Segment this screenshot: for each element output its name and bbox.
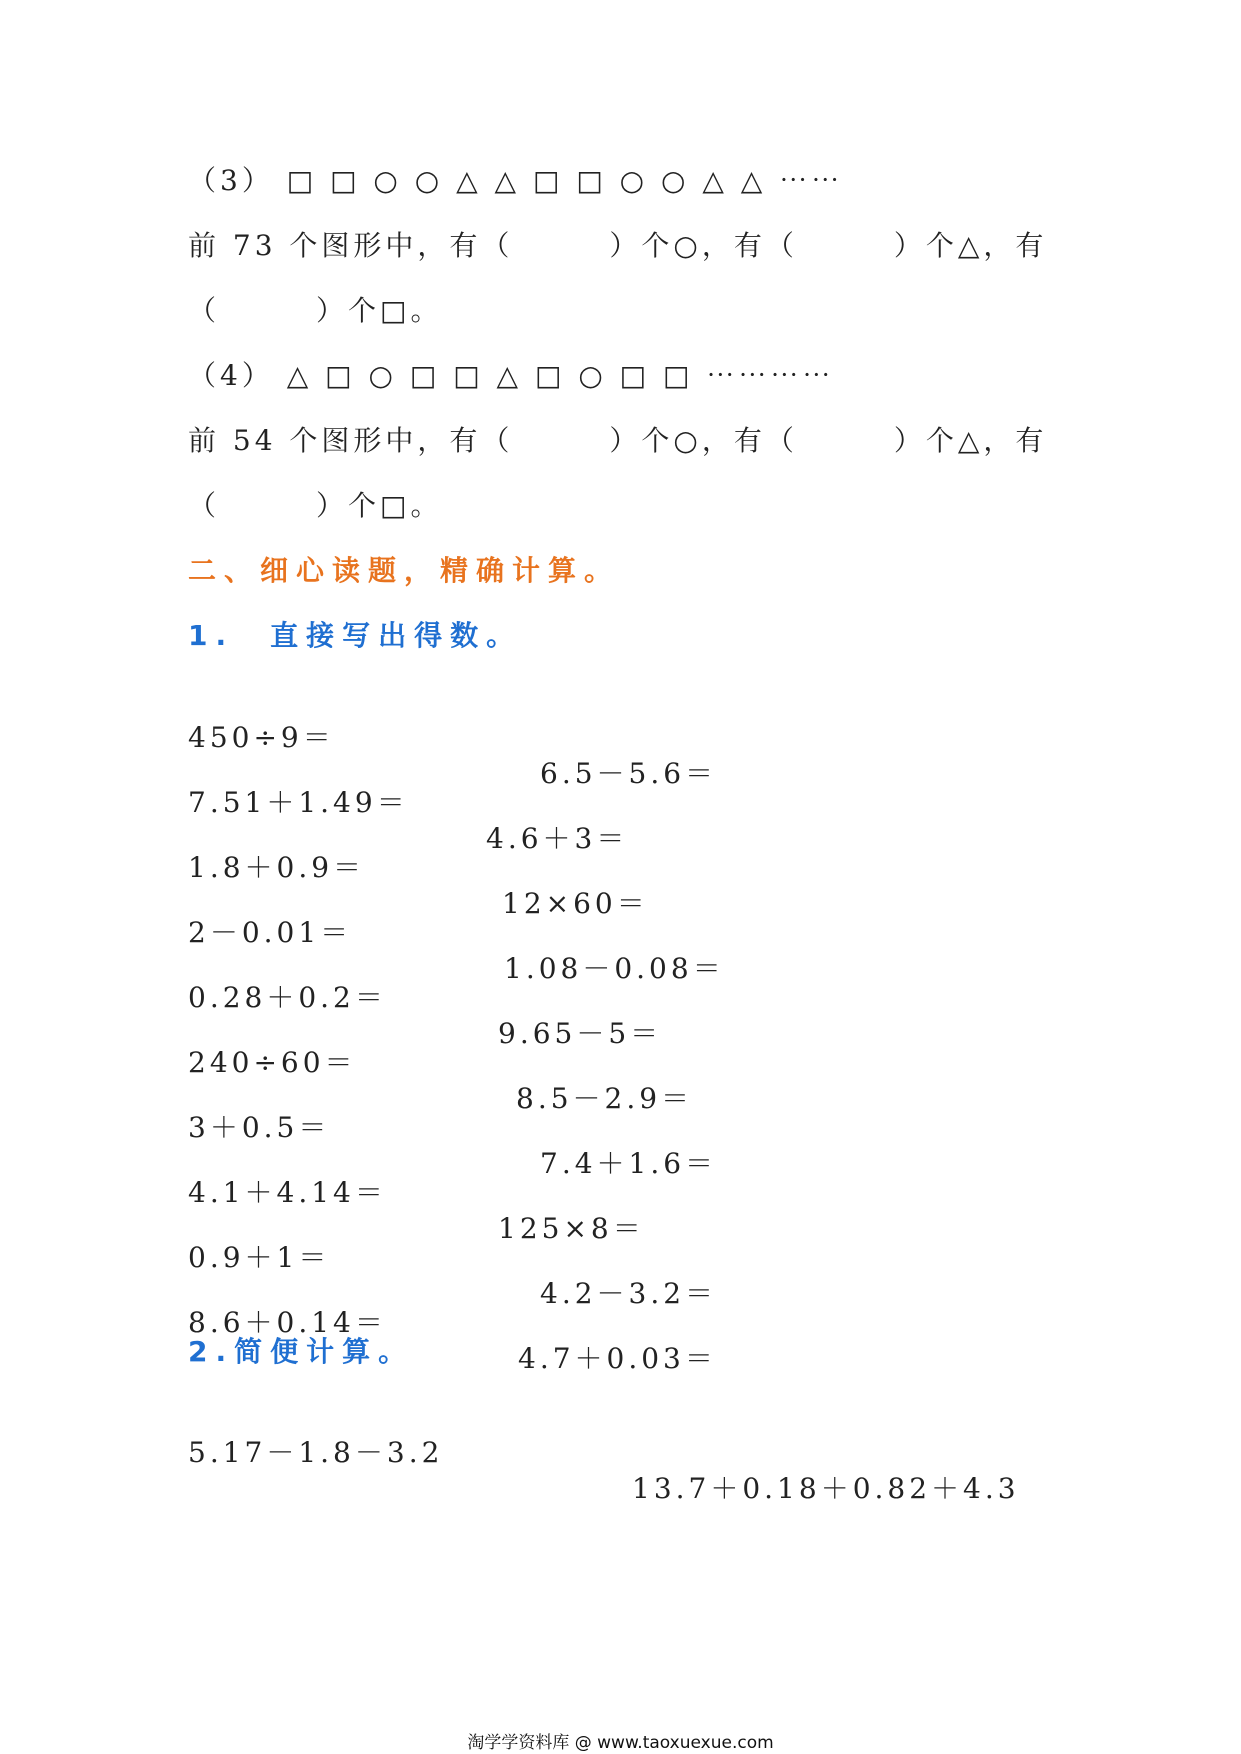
pattern4-sequence: （4） △ □ ○ □ □ △ □ ○ □ □ ⋯⋯⋯⋯ — [188, 359, 835, 392]
calc-right: 4.2－3.2＝ — [540, 1277, 718, 1310]
pattern4-question: 前 54 个图形中，有（ ）个○，有（ ）个△，有 — [188, 424, 1048, 457]
calc-right: 9.65－5＝ — [498, 1017, 663, 1050]
calc-right: 7.4＋1.6＝ — [540, 1147, 718, 1180]
calc-row — [0, 1009, 1241, 1115]
calc-left: 0.9＋1＝ — [188, 1241, 331, 1274]
calc-right: 12×60＝ — [502, 887, 649, 920]
calc-right: 1.08－0.08＝ — [504, 952, 725, 985]
pattern3-sequence: （3） □ □ ○ ○ △ △ □ □ ○ ○ △ △ ⋯⋯ — [188, 164, 844, 197]
calc-left: 3＋0.5＝ — [188, 1111, 331, 1144]
pattern3-question-cont: （ ）个□。 — [188, 294, 443, 327]
calc-right: 8.5－2.9＝ — [516, 1082, 694, 1115]
calc-left: 4.1＋4.14＝ — [188, 1176, 387, 1209]
pattern3-question: 前 73 个图形中，有（ ）个○，有（ ）个△，有 — [188, 229, 1048, 262]
calc-row — [0, 1139, 1241, 1245]
calc-left: 450÷9＝ — [188, 721, 335, 754]
pattern4-question-cont: （ ）个□。 — [188, 489, 443, 522]
calc-left: 240÷60＝ — [188, 1046, 357, 1079]
calc-left: 2－0.01＝ — [188, 916, 353, 949]
calc-row — [0, 749, 1241, 855]
part2-heading: 2.简便计算。 — [188, 1335, 415, 1368]
calc-right: 125×8＝ — [498, 1212, 645, 1245]
calc-left: 8.6＋0.14＝ — [188, 1306, 387, 1339]
calc-right: 4.7＋0.03＝ — [518, 1342, 717, 1375]
calc-left: 7.51＋1.49＝ — [188, 786, 409, 819]
calc-row — [0, 1074, 1241, 1180]
calc-row — [0, 1399, 1241, 1505]
calc-row — [0, 1204, 1241, 1310]
calc-left: 1.8＋0.9＝ — [188, 851, 366, 884]
calc-row — [0, 944, 1241, 1050]
calc-row — [0, 684, 1241, 790]
section2-heading: 二、细心读题，精确计算。 — [188, 554, 621, 587]
simplify-right: 13.7＋0.18＋0.82＋4.3 — [632, 1472, 1020, 1505]
calc-left: 0.28＋0.2＝ — [188, 981, 387, 1014]
calc-row — [0, 814, 1241, 920]
part1-heading: 1. 直接写出得数。 — [188, 619, 523, 652]
calc-row — [0, 879, 1241, 985]
footer-watermark: 淘学学资料库 @ www.taoxuexue.com — [467, 1733, 774, 1753]
simplify-left: 5.17－1.8－3.2 — [188, 1436, 444, 1469]
calc-right: 6.5－5.6＝ — [540, 757, 718, 790]
calc-right: 4.6＋3＝ — [486, 822, 629, 855]
